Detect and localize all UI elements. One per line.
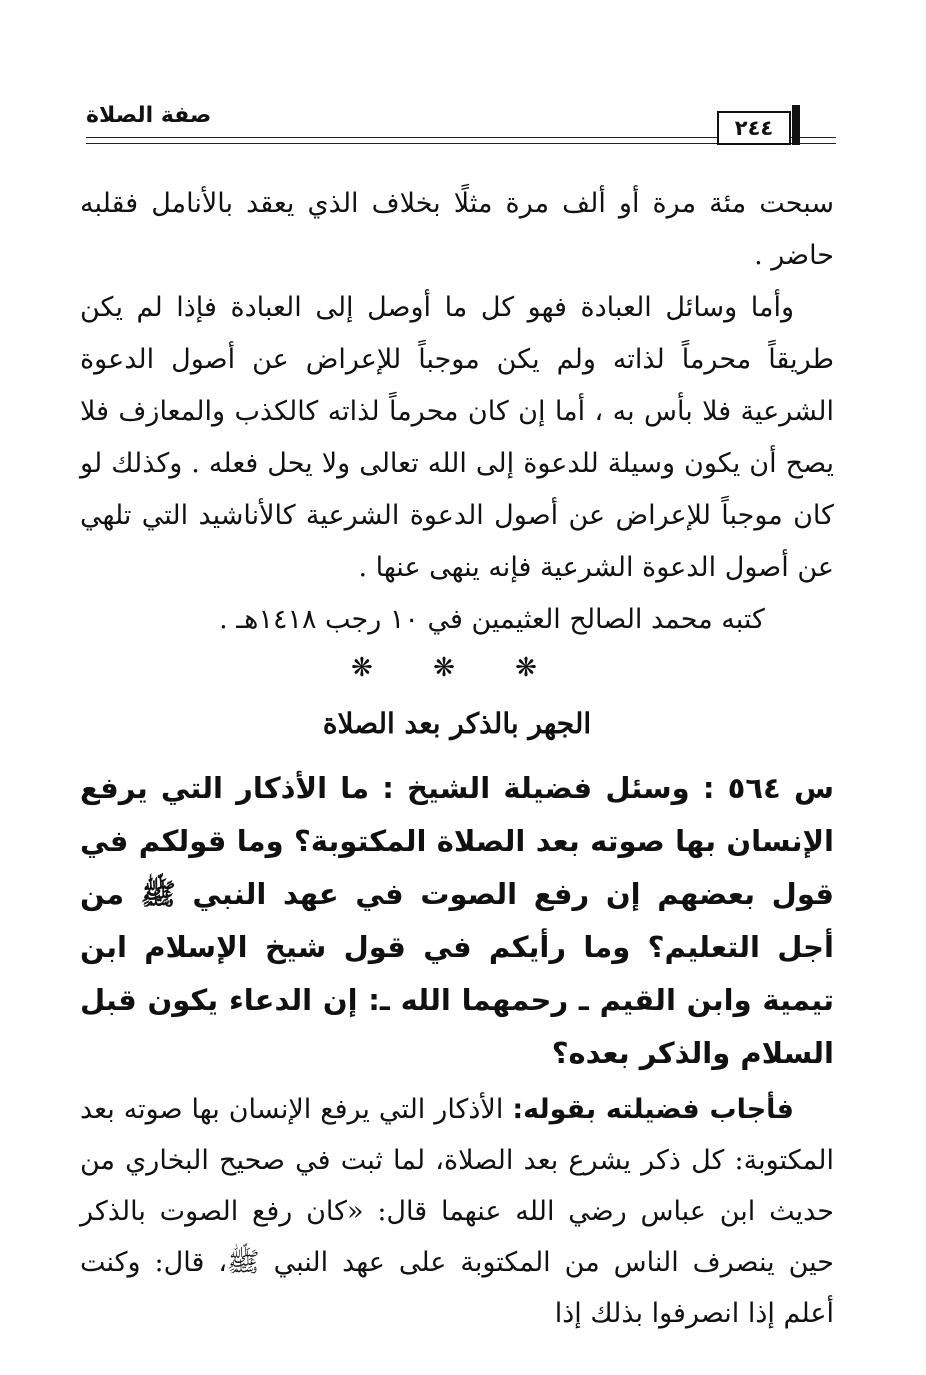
question-paragraph: س ٥٦٤ : وسئل فضيلة الشيخ : ما الأذكار التي يرفع الإنسان بها صوته بعد الصلاة المكتوبة؟ وما قولكم في قول بعضهم إن رفع الصوت في عهد النبي ﷺ من أجل التعليم؟ وما رأيكم في قول شيخ الإسلام ابن تيمية وابن القيم ـ رحمهما الله ـ: إن الدعاء يكون قبل السلام والذكر بعده؟ <box>80 771 834 1070</box>
paragraph-2: وأما وسائل العبادة فهو كل ما أوصل إلى العبادة فإذا لم يكن طريقاً محرماً لذاته ولم يكن موجباً للإعراض عن أصول الدعوة الشرعية فلا بأس به ، أما إن كان محرماً لذاته كالكذب والمعازف فلا يصح أن يكون وسيلة للدعوة إلى الله تعالى ولا يحل فعله . وكذلك لو كان موجباً للإعراض عن أصول الدعوة الشرعية كالأناشيد التي تلهي عن أصول الدعوة الشرعية فإنه ينهى عنها . <box>80 292 834 583</box>
page-number: ٢٤٤ <box>717 111 791 145</box>
section-divider-ornaments: ❋ ❋ ❋ <box>351 653 563 683</box>
section-title: الجهر بالذكر بعد الصلاة <box>322 707 592 740</box>
answer-text: الأذكار التي يرفع الإنسان بها صوته بعد المكتوبة: كل ذكر يشرع بعد الصلاة، لما ثبت في صحيح البخاري من حديث ابن عباس رضي الله عنهما قال: «كان رفع الصوت بالذكر حين ينصرف الناس من المكتوبة على عهد النبي ﷺ، قال: وكنت أعلم إذا انصرفوا بذلك إذا <box>80 1094 834 1329</box>
page-body <box>80 178 834 1339</box>
page-header <box>86 103 836 145</box>
book-title: صفة الصلاة <box>86 103 212 128</box>
answer-lead: فأجاب فضيلته بقوله: <box>512 1094 794 1125</box>
answer-paragraph <box>80 1084 834 1339</box>
signature-line: كتبه محمد الصالح العثيمين في ١٠ رجب ١٤١٨هـ . <box>219 604 765 635</box>
paragraph-1: سبحت مئة مرة أو ألف مرة مثلًا بخلاف الذي يعقد بالأنامل فقلبه حاضر . <box>80 188 834 271</box>
page-number-bar <box>792 105 800 145</box>
